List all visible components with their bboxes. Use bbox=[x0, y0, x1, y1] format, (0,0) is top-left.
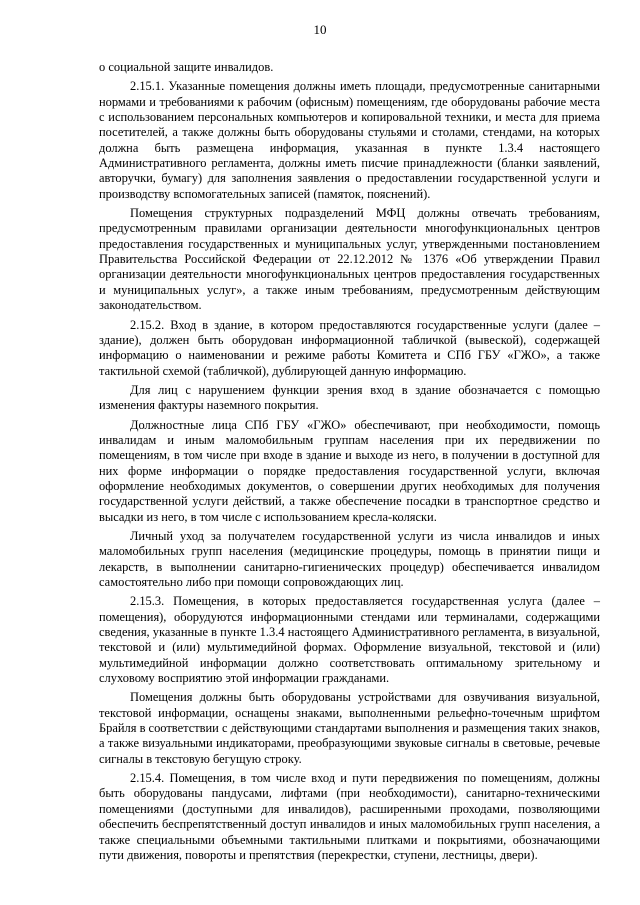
paragraph-visual-impairment: Для лиц с нарушением функции зрения вход в здание обозначается с помощью изменения фактуры наземного покрытия. bbox=[99, 382, 600, 413]
paragraph-2-15-4: 2.15.4. Помещения, в том числе вход и пути передвижения по помещениям, должны быть оборудованы пандусами, лифтами (при необходимости), санитарно-техническими помещениями (доступными для инвалидов), расширенными проходами, позволяющими обеспечить беспрепятственный доступ инвалидов и иных маломобильных групп населения, а также специальными объемными тактильными плитками и покрытиями, обозначающими пути движения, повороты и препятствия (перекрестки, ступени, лестницы, двери). bbox=[99, 771, 600, 862]
paragraph-2-15-2: 2.15.2. Вход в здание, в котором предоставляются государственные услуги (далее – здание), должен быть оборудован информационной табличкой (вывеской), содержащей информацию о наименовании и режиме работы Комитета и СПб ГБУ «ГЖО», а также тактильной схемой (табличкой), дублирующей данную информацию. bbox=[99, 317, 600, 378]
page-number: 10 bbox=[313, 22, 327, 37]
paragraph-officials-assistance: Должностные лица СПб ГБУ «ГЖО» обеспечивают, при необходимости, помощь инвалидам и иным маломобильным группам населения при их передвижении по помещениям, в том числе при входе в здание и выходе из него, в получении в доступной для них форме информации о порядке предоставления государственной услуги, включая оформление необходимых документов, о совершении других необходимых для получения государственной услуги действий, а также обеспечение посадки в транспортное средство и высадки из него, в том числе с использованием кресла-коляски. bbox=[99, 417, 600, 524]
paragraph-2-15-3: 2.15.3. Помещения, в которых предоставляется государственная услуга (далее – помещения), оборудуются информационными стендами или терминалами, содержащими сведения, указанные в пункте 1.3.4 настоящего Административного регламента, в визуальной, текстовой и (или) мультимедийной формах. Оформление визуальной, текстовой и (или) мультимедийной информации должно соответствовать оптимальному зрительному и слуховому восприятию этой информации гражданами. bbox=[99, 594, 600, 686]
paragraph-mfc-premises: Помещения структурных подразделений МФЦ должны отвечать требованиям, предусмотренным правилами организации деятельности многофункциональных центров предоставления государственных и муниципальных услуг, утвержденными постановлением Правительства Российской Федерации от 22.12.2012 № 1376 «Об утверждении Правил организации деятельности многофункциональных центров предоставления государственных и муниципальных услуг», а также иным требованиям, предусмотренным действующим законодательством. bbox=[99, 206, 600, 313]
document-body bbox=[99, 60, 600, 863]
paragraph-2-15-1: 2.15.1. Указанные помещения должны иметь площади, предусмотренные санитарными нормами и требованиями к рабочим (офисным) помещениям, где оборудованы рабочие места с использованием персональных компьютеров и копировальной техники, и места для приема посетителей, а также должны быть оборудованы стульями и столами, стендами, на которых должна быть размещена информация, указанная в пункте 1.3.4 настоящего Административного регламента, должны иметь писчие принадлежности (бланки заявлений, авторучки, бумагу) для заполнения заявления о предоставлении государственной услуги и производству вспомогательных записей (памяток, пояснений). bbox=[99, 79, 600, 201]
paragraph-personal-care: Личный уход за получателем государственной услуги из числа инвалидов и иных маломобильных групп населения (медицинские процедуры, помощь в принятии пищи и лекарств, в выполнении санитарно-гигиенических процедур) обеспечивается инвалидом самостоятельно либо при помощи сопровождающих лиц. bbox=[99, 528, 600, 589]
paragraph-sound-devices: Помещения должны быть оборудованы устройствами для озвучивания визуальной, текстовой информации, оснащены знаками, выполненными рельефно-точечным шрифтом Брайля в соответствии с действующими стандартами выполнения и размещения таких знаков, а также визуальными индикаторами, преобразующими звуковые сигналы в световые, речевые сигналы в текстовую бегущую строку. bbox=[99, 690, 600, 766]
paragraph-continuation: о социальной защите инвалидов. bbox=[99, 60, 274, 74]
